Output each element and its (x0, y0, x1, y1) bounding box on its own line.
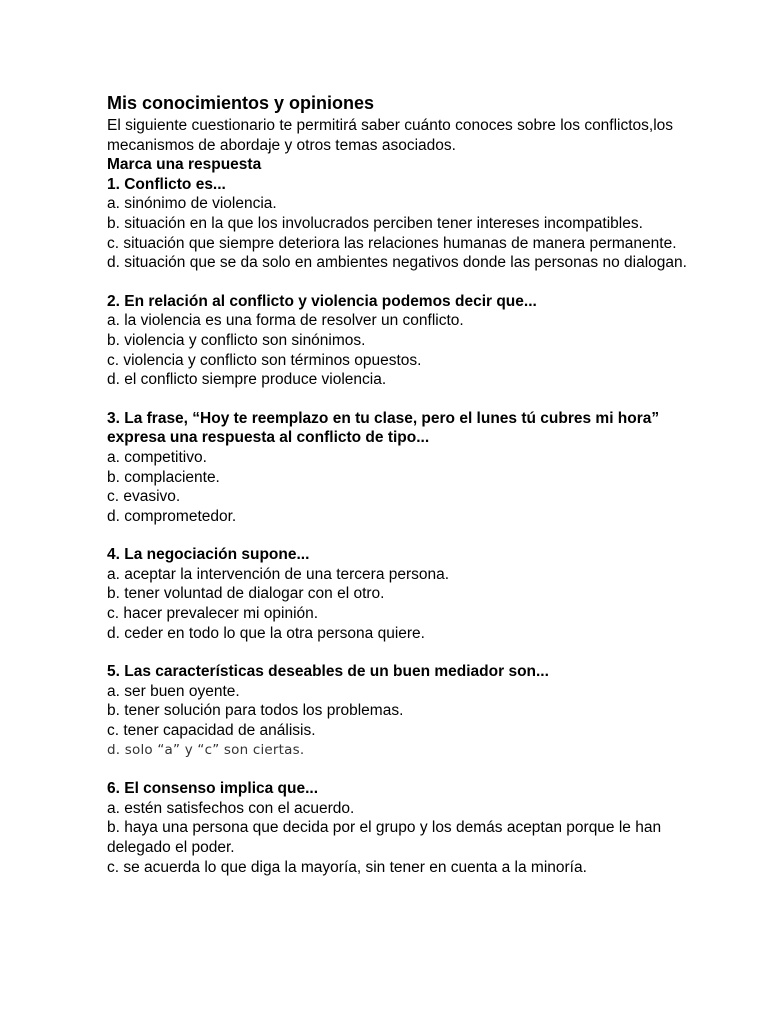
question-2-option-d: d. el conflicto siempre produce violencia. (107, 371, 387, 389)
question-3-option-c: c. evasivo. (107, 488, 181, 506)
question-2 (107, 292, 697, 390)
document-title: Mis conocimientos y opiniones (107, 93, 375, 113)
question-6-stem: 6. El consenso implica que... (107, 780, 319, 798)
question-4-option-b: b. tener voluntad de dialogar con el otro. (107, 585, 385, 603)
question-5-option-a: a. ser buen oyente. (107, 682, 240, 700)
question-5-option-b: b. tener solución para todos los problemas. (107, 702, 404, 720)
question-5-option-c: c. tener capacidad de análisis. (107, 722, 316, 740)
intro-paragraph: El siguiente cuestionario te permitirá saber cuánto conoces sobre los conflictos,los mecanismos de abordaje y otros temas asociados. (107, 117, 674, 154)
question-3-stem: 3. La frase, “Hoy te reemplazo en tu clase, pero el lunes tú cubres mi hora” expresa una respuesta al conflicto de tipo... (107, 409, 660, 447)
question-2-option-b: b. violencia y conflicto son sinónimos. (107, 331, 366, 349)
question-2-stem: 2. En relación al conflicto y violencia podemos decir que... (107, 292, 537, 310)
question-3 (107, 409, 697, 527)
question-5 (107, 662, 697, 760)
question-2-option-a: a. la violencia es una forma de resolver un conflicto. (107, 312, 464, 330)
question-3-option-d: d. comprometedor. (107, 507, 237, 525)
question-3-option-b: b. complaciente. (107, 468, 220, 486)
question-4-option-d: d. ceder en todo lo que la otra persona quiere. (107, 624, 425, 642)
question-1-option-b: b. situación en la que los involucrados perciben tener intereses incompatibles. (107, 214, 643, 232)
question-1-option-c: c. situación que siempre deteriora las relaciones humanas de manera permanente. (107, 234, 677, 252)
question-1-option-d: d. situación que se da solo en ambientes negativos donde las personas no dialogan. (107, 254, 687, 272)
question-6-option-c: c. se acuerda lo que diga la mayoría, sin tener en cuenta a la minoría. (107, 858, 587, 876)
question-4-option-a: a. aceptar la intervención de una tercera persona. (107, 565, 450, 583)
question-4-stem: 4. La negociación supone... (107, 546, 310, 564)
question-6-option-a: a. estén satisfechos con el acuerdo. (107, 799, 355, 817)
question-6 (107, 779, 697, 877)
question-1-option-a: a. sinónimo de violencia. (107, 195, 277, 213)
question-5-stem: 5. Las características deseables de un buen mediador son... (107, 663, 549, 681)
question-1 (107, 175, 697, 273)
question-2-option-c: c. violencia y conflicto son términos opuestos. (107, 351, 422, 369)
document-body (107, 92, 697, 896)
question-1-stem: 1. Conflicto es... (107, 175, 226, 193)
question-5-option-d: d. solo “a” y “c” son ciertas. (107, 741, 305, 758)
instruction-text: Marca una respuesta (107, 156, 262, 174)
question-4-option-c: c. hacer prevalecer mi opinión. (107, 605, 319, 623)
question-4 (107, 545, 697, 643)
question-6-option-b: b. haya una persona que decida por el grupo y los demás aceptan porque le han delegado el poder. (107, 819, 662, 856)
question-3-option-a: a. competitivo. (107, 448, 207, 466)
